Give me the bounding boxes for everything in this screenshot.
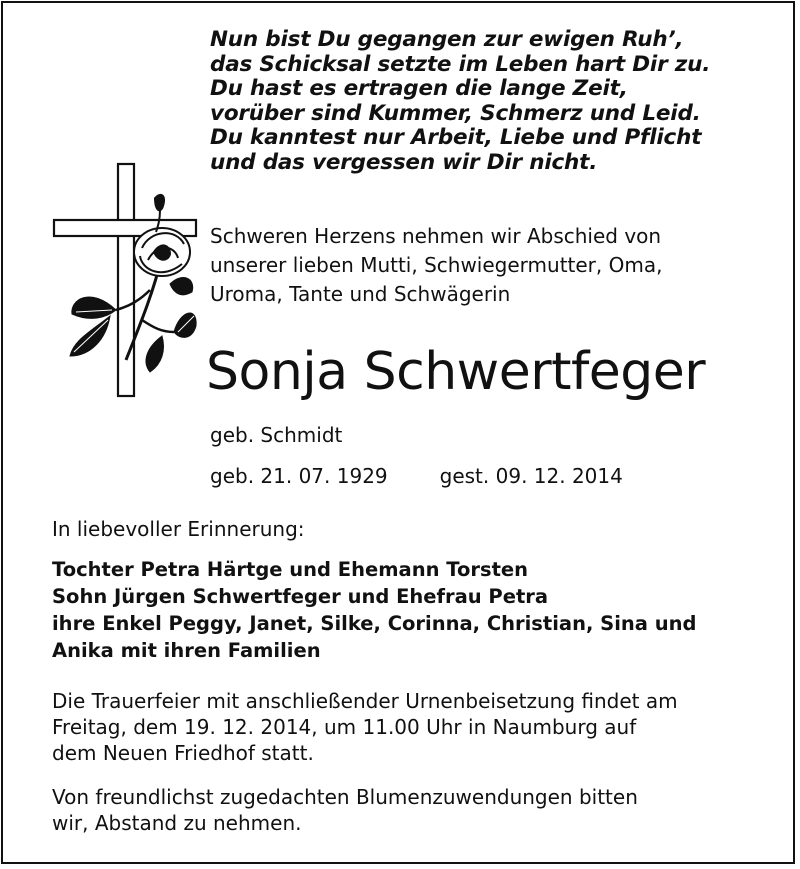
flowers-request xyxy=(52,784,746,836)
intro-line: Uroma, Tante und Schwägerin xyxy=(210,282,511,306)
flowers-line: wir, Abstand zu nehmen. xyxy=(52,811,302,835)
ceremony-line: Die Trauerfeier mit anschließender Urnenbeisetzung findet am xyxy=(52,689,678,713)
poem-line: und das vergessen wir Dir nicht. xyxy=(210,149,598,175)
ceremony-line: Freitag, dem 19. 12. 2014, um 11.00 Uhr in Naumburg auf xyxy=(52,715,637,739)
poem xyxy=(210,28,770,175)
maiden-name: geb. Schmidt xyxy=(210,423,343,447)
family-line: Sohn Jürgen Schwertfeger und Ehefrau Petra xyxy=(52,585,549,608)
death-date: gest. 09. 12. 2014 xyxy=(439,464,623,488)
family-line: Tochter Petra Härtge und Ehemann Torsten xyxy=(52,558,529,581)
intro-text xyxy=(210,222,755,309)
cross-with-rose-icon xyxy=(50,160,200,400)
ceremony-info xyxy=(52,688,746,766)
poem-line: das Schicksal setzte im Leben hart Dir zu. xyxy=(210,51,711,77)
poem-line: Du hast es ertragen die lange Zeit, xyxy=(210,76,628,101)
poem-line: vorüber sind Kummer, Schmerz und Leid. xyxy=(210,100,701,126)
family-list xyxy=(52,556,696,664)
flowers-line: Von freundlichst zugedachten Blumenzuwendungen bitten xyxy=(52,785,638,809)
poem-line: Du kanntest nur Arbeit, Liebe und Pflicht xyxy=(210,125,702,150)
memory-label: In liebevoller Erinnerung: xyxy=(52,517,305,541)
birth-date: geb. 21. 07. 1929 xyxy=(210,464,388,488)
family-line: ihre Enkel Peggy, Janet, Silke, Corinna, Christian, Sina und xyxy=(52,612,697,635)
poem-line: Nun bist Du gegangen zur ewigen Ruh’, xyxy=(210,27,684,52)
family-line: Anika mit ihren Familien xyxy=(52,639,321,662)
deceased-name: Sonja Schwertfeger xyxy=(206,342,706,402)
life-dates xyxy=(210,462,623,490)
intro-line: Schweren Herzens nehmen wir Abschied von xyxy=(210,224,662,248)
intro-line: unserer lieben Mutti, Schwiegermutter, Oma, xyxy=(210,253,663,277)
ceremony-line: dem Neuen Friedhof statt. xyxy=(52,741,314,765)
